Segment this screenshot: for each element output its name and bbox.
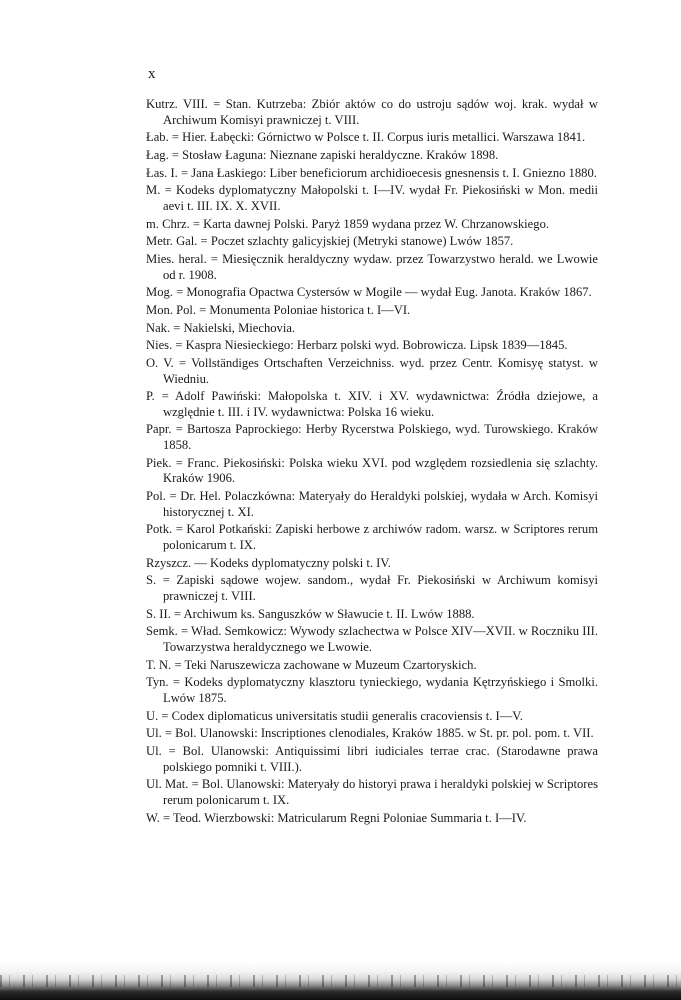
abbreviation-entry: Łag. = Stosław Łaguna: Nieznane zapiski heraldyczne. Kraków 1898. [146,147,499,162]
page-number: x [148,66,156,82]
abbreviation-entry: Mog. = Monografia Opactwa Cystersów w Mogile — wydał Eug. Janota. Kraków 1867. [146,285,592,300]
abbreviation-entry: Ul. = Bol. Ulanowski: Antiquissimi libri iudiciales terrae crac. (Starodawne prawa polskiego pomniki t. VIII.). [146,743,598,774]
abbreviation-entry: Nak. = Nakielski, Miechovia. [146,320,296,335]
abbreviation-entry: T. N. = Teki Naruszewicza zachowane w Muzeum Czartoryskich. [146,657,477,672]
abbreviation-entry: Nies. = Kaspra Niesieckiego: Herbarz polski wyd. Bobrowicza. Lipsk 1839—1845. [146,338,568,353]
abbreviation-entry: Łab. = Hier. Łabęcki: Górnictwo w Polsce t. II. Corpus iuris metallici. Warszawa 1841. [146,130,586,145]
abbreviation-entry: Rzyszcz. — Kodeks dyplomatyczny polski t. IV. [146,555,391,570]
abbreviation-entry: S. = Zapiski sądowe wojew. sandom., wydał Fr. Piekosiński w Archiwum komisyi prawniczej t. VIII. [146,573,598,604]
abbreviation-entry: m. Chrz. = Karta dawnej Polski. Paryż 1859 wydana przez W. Chrzanowskiego. [146,216,550,231]
abbreviation-entry: W. = Teod. Wierzbowski: Matricularum Regni Poloniae Summaria t. I—IV. [146,810,527,825]
abbreviation-entry: S. II. = Archiwum ks. Sanguszków w Sławucie t. II. Lwów 1888. [146,606,475,621]
abbreviation-entry: Papr. = Bartosza Paprockiego: Herby Rycerstwa Polskiego, wyd. Turowskiego. Kraków 1858. [146,422,598,453]
abbreviation-entry: Metr. Gal. = Poczet szlachty galicyjskiej (Metryki stanowe) Lwów 1857. [146,234,514,249]
abbreviation-entry: M. = Kodeks dyplomatyczny Małopolski t. I—IV. wydał Fr. Piekosiński w Mon. medii aevi t. III. IX. X. XVII. [146,183,598,213]
abbreviation-entry: Ul. Mat. = Bol. Ulanowski: Materyały do historyi prawa i heraldyki polskiej w Scriptores rerum polonicarum t. IX. [146,777,598,807]
abbreviation-entry: Semk. = Wład. Semkowicz: Wywody szlachectwa w Polsce XIV—XVII. w Roczniku III. Towarzystwa heraldycznego we Lwowie. [146,624,598,654]
abbreviation-entry: Mies. heral. = Miesięcznik heraldyczny wydaw. przez Towarzystwo herald. we Lwowie od r. 1908. [146,251,598,282]
abbreviation-entry: O. V. = Vollständiges Ortschaften Verzeichniss. wyd. przez Centr. Komisyę statyst. w Wiedniu. [146,355,598,386]
abbreviation-entry: Pol. = Dr. Hel. Polaczkówna: Materyały do Heraldyki polskiej, wydała w Arch. Komisyi historycznej t. XI. [146,489,598,519]
abbreviation-entry: Ul. = Bol. Ulanowski: Inscriptiones clenodiales, Kraków 1885. w St. pr. pol. pom. t. VII. [146,726,594,741]
abbreviation-entry: Piek. = Franc. Piekosiński: Polska wieku XVI. pod względem rozsiedlenia się szlachty. Kraków 1906. [146,455,598,486]
abbreviation-entry: Kutrz. VIII. = Stan. Kutrzeba: Zbiór aktów co do ustroju sądów woj. krak. wydał w Archiwum Komisyi prawniczej t. VIII. [146,97,598,127]
abbreviation-list [146,97,598,826]
scan-noise [0,975,681,987]
abbreviation-entry: P. = Adolf Pawiński: Małopolska t. XIV. i XV. wydawnictwa: Źródła dziejowe, a względnie t. III. i IV. wydawnictwa: Polska 16 wieku. [146,389,598,419]
abbreviation-entry: Mon. Pol. = Monumenta Poloniae historica t. I—VI. [146,302,411,317]
abbreviation-entry: Potk. = Karol Potkański: Zapiski herbowe z archiwów radom. warsz. w Scriptores rerum polonicarum t. IX. [146,522,598,553]
abbreviation-entry: Tyn. = Kodeks dyplomatyczny klasztoru tynieckiego, wydania Kętrzyńskiego i Smolki. Lwów 1875. [146,675,598,705]
abbreviation-entry: Łas. I. = Jana Łaskiego: Liber beneficiorum archidioecesis gnesnensis t. I. Gniezno 1880. [146,165,597,180]
abbreviation-entry: U. = Codex diplomaticus universitatis studii generalis cracoviensis t. I—V. [146,708,523,723]
